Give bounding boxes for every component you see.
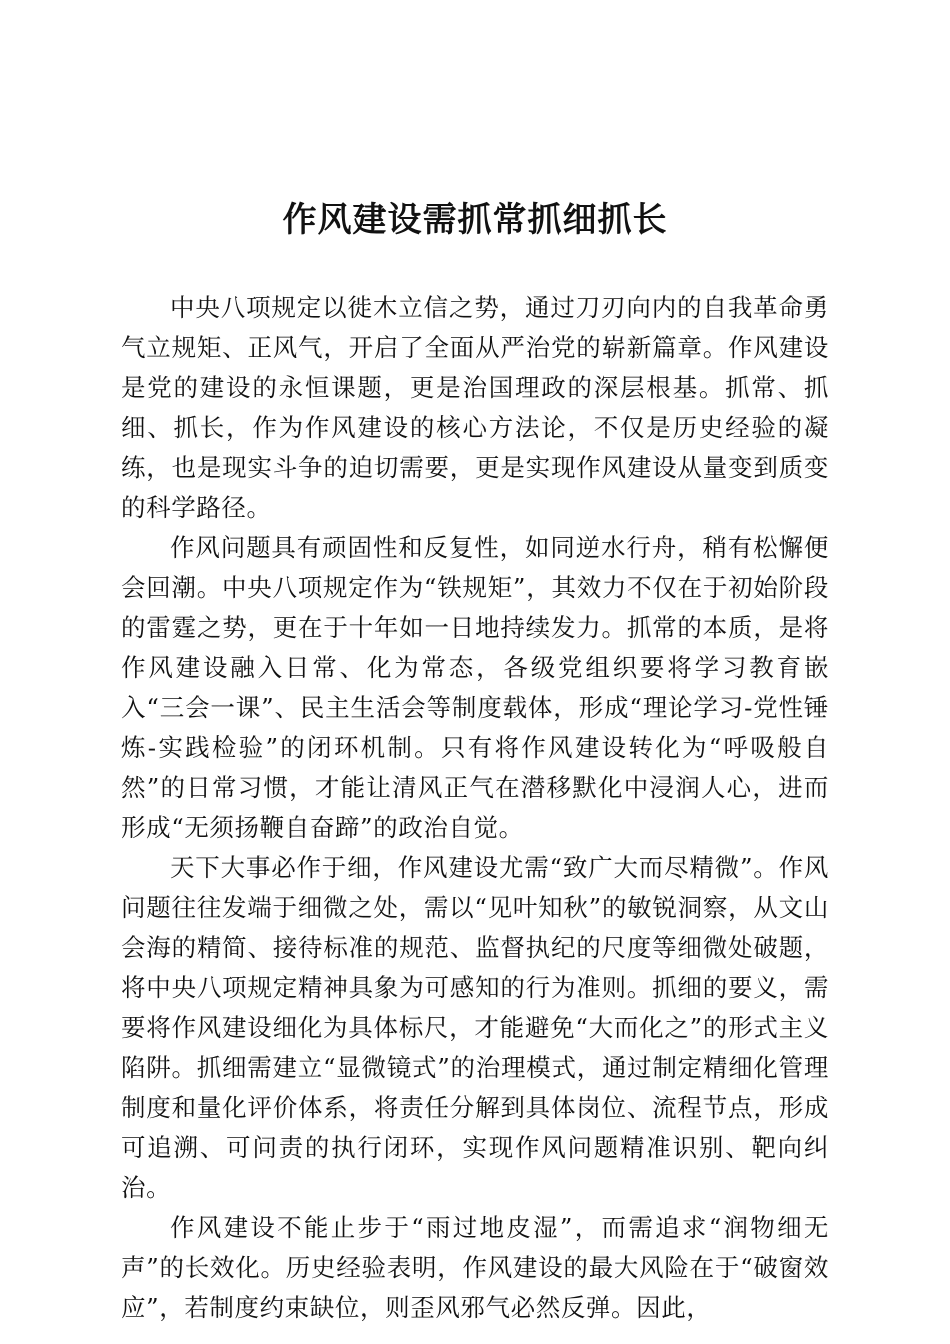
body-paragraph: 作风问题具有顽固性和反复性，如同逆水行舟，稍有松懈便会回潮。中央八项规定作为“铁规矩”，其效力不仅在于初始阶段的雷霆之势，更在于十年如一日地持续发力。抓常的本质，是将作风建设融入日常、化为常态，各级党组织要将学习教育嵌入“三会一课”、民主生活会等制度载体，形成“理论学习-党性锤炼-实践检验”的闭环机制。只有将作风建设转化为“呼吸般自然”的日常习惯，才能让清风正气在潜移默化中浸润人心，进而形成“无须扬鞭自奋蹄”的政治自觉。: [121, 533, 829, 842]
document-title: 作风建设需抓常抓细抓长: [282, 200, 668, 240]
document-body: [121, 288, 829, 1328]
body-paragraph: 中央八项规定以徙木立信之势，通过刀刃向内的自我革命勇气立规矩、正风气，开启了全面从严治党的崭新篇章。作风建设是党的建设的永恒课题，更是治国理政的深层根基。抓常、抓细、抓长，作为作风建设的核心方法论，不仅是历史经验的凝练，也是现实斗争的迫切需要，更是实现作风建设从量变到质变的科学路径。: [121, 293, 829, 522]
body-paragraph: 作风建设不能止步于“雨过地皮湿”，而需追求“润物细无声”的长效化。历史经验表明，作风建设的最大风险在于“破窗效应”，若制度约束缺位，则歪风邪气必然反弹。因此，: [121, 1213, 829, 1322]
body-paragraph: 天下大事必作于细，作风建设尤需“致广大而尽精微”。作风问题往往发端于细微之处，需以“见叶知秋”的敏锐洞察，从文山会海的精简、接待标准的规范、监督执纪的尺度等细微处破题，将中央八项规定精神具象为可感知的行为准则。抓细的要义，需要将作风建设细化为具体标尺，才能避免“大而化之”的形式主义陷阱。抓细需建立“显微镜式”的治理模式，通过制定精细化管理制度和量化评价体系，将责任分解到具体岗位、流程节点，形成可追溯、可问责的执行闭环，实现作风问题精准识别、靶向纠治。: [121, 853, 829, 1202]
